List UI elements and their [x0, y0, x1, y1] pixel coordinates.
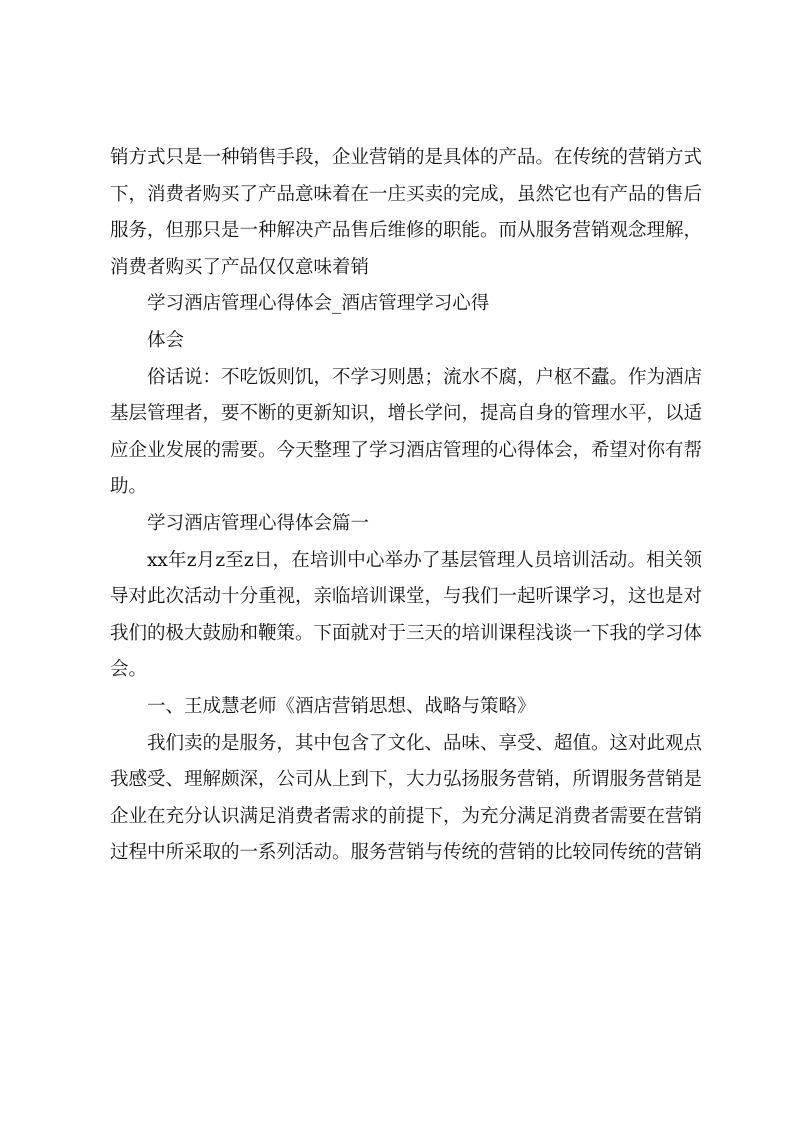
paragraph-continued: 销方式只是一种销售手段，企业营销的是具体的产品。在传统的营销方式下，消费者购买了产品意味着在一庄买卖的完成，虽然它也有产品的售后服务，但那只是一种解决产品售后维修的职能。而从服务营销观念理解，消费者购买了产品仅仅意味着销 [110, 147, 703, 278]
body-paragraph: xx年z月z至z日，在培训中心举办了基层管理人员培训活动。相关领导对此次活动十分重视，亲临培训课堂，与我们一起听课学习，这也是对我们的极大鼓励和鞭策。下面就对于三天的培训课程浅谈一下我的学习体会。 [110, 549, 703, 681]
document-body [110, 140, 702, 872]
article-title-continued: 体会 [147, 329, 185, 351]
subsection-heading: 一、王成慧老师《酒店营销思想、战略与策略》 [147, 695, 536, 717]
section-heading: 学习酒店管理心得体会篇一 [147, 512, 370, 534]
intro-paragraph: 俗话说：不吃饭则饥，不学习则愚；流水不腐，户枢不蠹。作为酒店基层管理者，要不断的更新知识，增长学问，提高自身的管理水平，以适应企业发展的需要。今天整理了学习酒店管理的心得体会，希望对你有帮助。 [110, 366, 703, 498]
article-title: 学习酒店管理心得体会_酒店管理学习心得 [147, 293, 490, 315]
body-paragraph: 我们卖的是服务，其中包含了文化、品味、享受、超值。这对此观点我感受、理解颇深，公司从上到下，大力弘扬服务营销，所谓服务营销是企业在充分认识满足消费者需求的前提下，为充分满足消费者需要在营销过程中所采取的一系列活动。服务营销与传统的营销的比较同传统的营销 [110, 732, 703, 864]
